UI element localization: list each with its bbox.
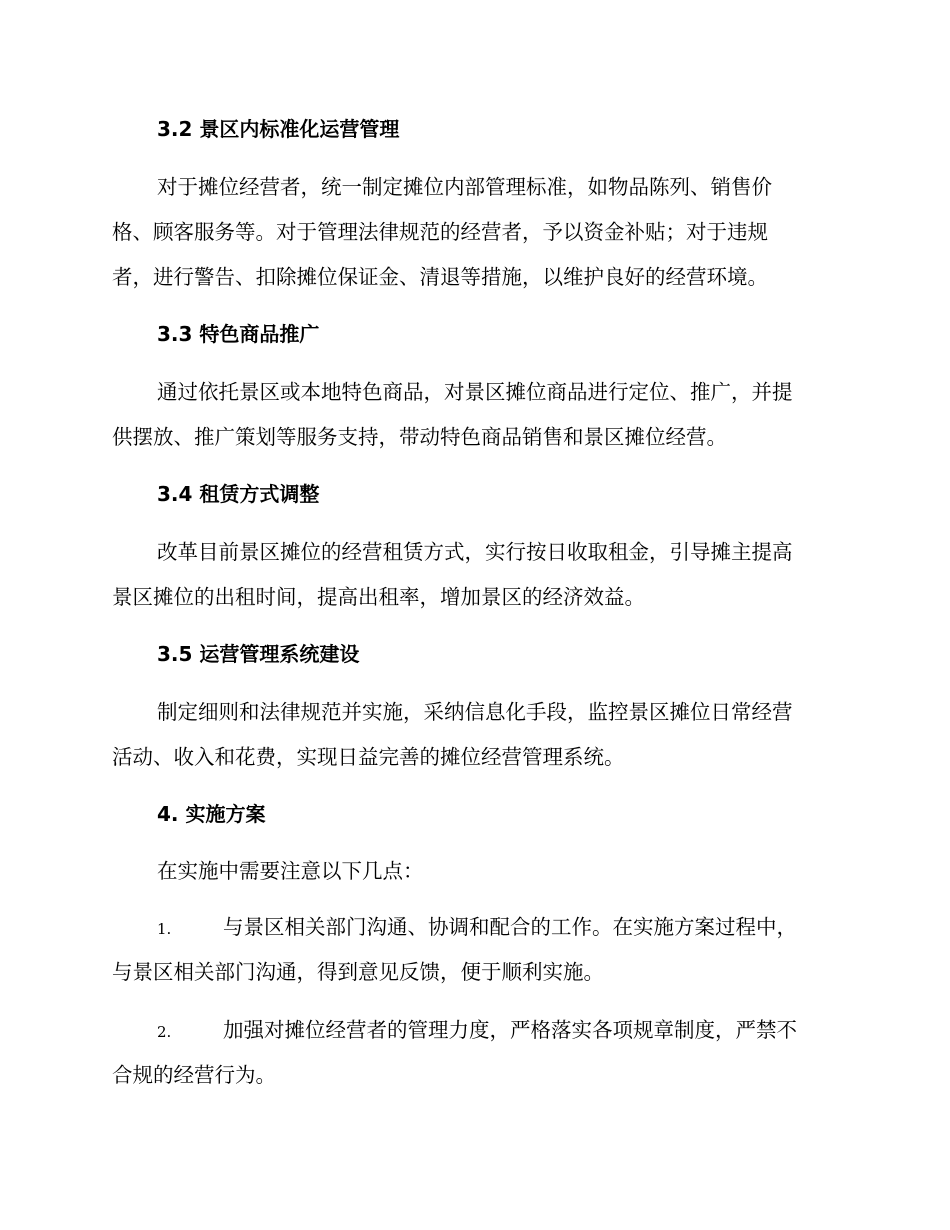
section-heading-3-4: 3.4 租赁方式调整 (157, 482, 320, 506)
paragraph-line: 供摆放、推广策划等服务支持，带动特色商品销售和景区摊位经营。 (112, 425, 727, 449)
section-heading-4: 4. 实施方案 (157, 802, 266, 826)
paragraph-line: 格、顾客服务等。对于管理法律规范的经营者，予以资金补贴；对于违规 (112, 220, 768, 244)
paragraph-line: 对于摊位经营者，统一制定摊位内部管理标准，如物品陈列、销售价 (157, 175, 772, 199)
paragraph-line: 景区摊位的出租时间，提高出租率，增加景区的经济效益。 (112, 585, 645, 609)
list-item-number: 1. (157, 920, 172, 938)
paragraph-line: 在实施中需要注意以下几点： (157, 859, 424, 883)
list-item-text: 加强对摊位经营者的管理力度，严格落实各项规章制度，严禁不 (223, 1018, 797, 1042)
list-item-number: 2. (157, 1023, 172, 1041)
paragraph-line: 者，进行警告、扣除摊位保证金、清退等措施，以维护良好的经营环境。 (112, 265, 768, 289)
list-item-text: 与景区相关部门沟通，得到意见反馈，便于顺利实施。 (112, 960, 604, 984)
list-item-text: 与景区相关部门沟通、协调和配合的工作。在实施方案过程中， (223, 915, 797, 939)
paragraph-line: 通过依托景区或本地特色商品，对景区摊位商品进行定位、推广，并提 (157, 380, 793, 404)
paragraph-line: 制定细则和法律规范并实施，采纳信息化手段，监控景区摊位日常经营 (157, 700, 793, 724)
paragraph-line: 改革目前景区摊位的经营租赁方式，实行按日收取租金，引导摊主提高 (157, 540, 793, 564)
paragraph-line: 活动、收入和花费，实现日益完善的摊位经营管理系统。 (112, 745, 625, 769)
section-heading-3-2: 3.2 景区内标准化运营管理 (157, 117, 400, 141)
list-item-text: 合规的经营行为。 (112, 1063, 276, 1087)
section-heading-3-3: 3.3 特色商品推广 (157, 322, 320, 346)
section-heading-3-5: 3.5 运营管理系统建设 (157, 642, 360, 666)
